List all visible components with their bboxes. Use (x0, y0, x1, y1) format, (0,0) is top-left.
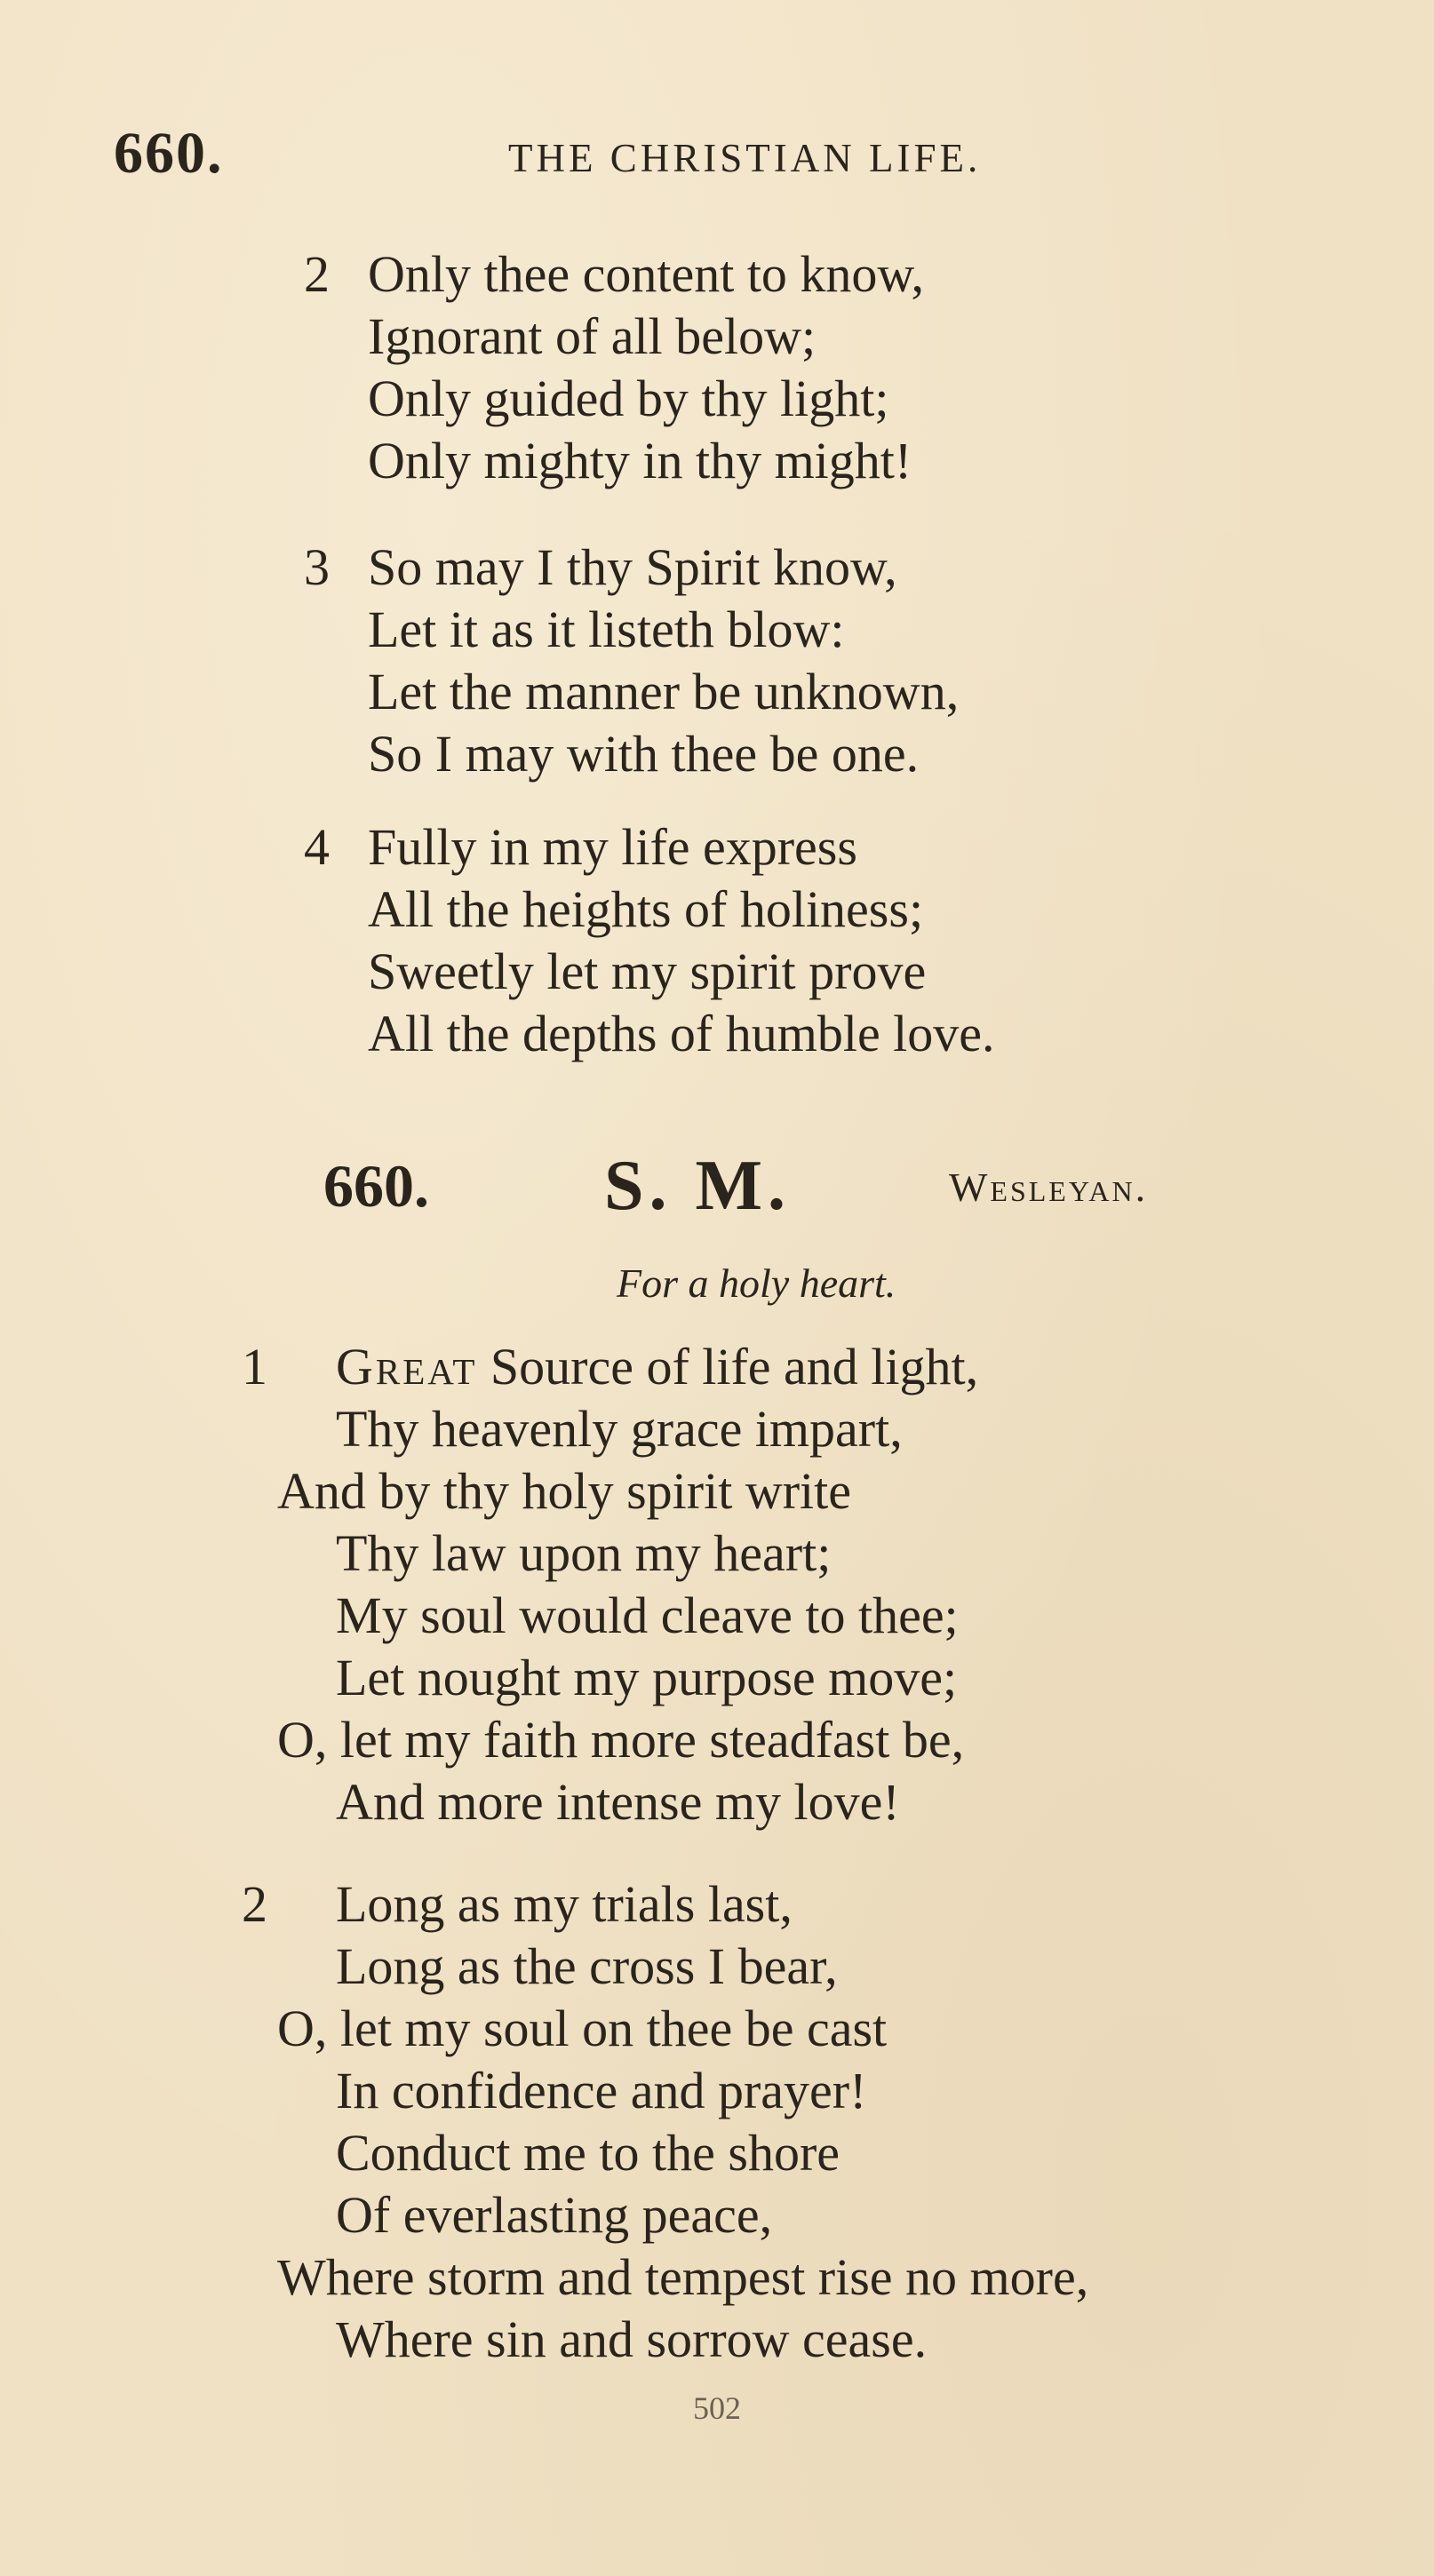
page-number: 502 (693, 2390, 741, 2426)
hymn-number: 660. (323, 1152, 429, 1220)
verse-line-first (336, 1338, 979, 1395)
verse-line: Thy law upon my heart; (336, 1524, 832, 1582)
verse-line: Let it as it listeth blow: (368, 600, 845, 658)
verse-line: Thy heavenly grace impart, (336, 1400, 903, 1458)
verse-line: In confidence and prayer! (336, 2062, 867, 2119)
verse-line: Let the manner be unknown, (368, 663, 960, 720)
verse-line: So may I thy Spirit know, (368, 538, 897, 596)
verse-line: And more intense my love! (336, 1773, 900, 1831)
first-line-rest: Source of life and light, (477, 1338, 979, 1395)
verse-line: Long as the cross I bear, (336, 1937, 838, 1995)
hymn-tune: Wesleyan. (949, 1165, 1149, 1210)
verse-line: Let nought my purpose move; (336, 1649, 958, 1706)
stanza-number: 2 (242, 1875, 267, 1933)
verse-line: Only thee content to know, (368, 245, 925, 303)
verse-line: Conduct me to the shore (336, 2124, 840, 2182)
verse-line: Ignorant of all below; (368, 307, 817, 365)
verse-line: All the depths of humble love. (368, 1005, 995, 1062)
running-head-title: THE CHRISTIAN LIFE. (508, 136, 982, 180)
verse-line: Only mighty in thy might! (368, 432, 912, 489)
stanza-number: 4 (304, 818, 330, 876)
stanza-number: 3 (304, 538, 330, 596)
verse-line: And by thy holy spirit write (277, 1462, 852, 1520)
verse-line: Of everlasting peace, (336, 2186, 773, 2244)
verse-line: Where sin and sorrow cease. (336, 2310, 928, 2368)
verse-line: Where storm and tempest rise no more, (277, 2248, 1089, 2306)
verse-line: Sweetly let my spirit prove (368, 942, 927, 1000)
verse-line: Long as my trials last, (336, 1875, 793, 1933)
verse-line: All the heights of holiness; (368, 880, 924, 938)
verse-line: O, let my soul on thee be cast (277, 2000, 888, 2057)
verse-line: Fully in my life express (368, 818, 857, 876)
stanza-number: 2 (304, 245, 330, 303)
first-word: Great (336, 1338, 478, 1395)
verse-line: Only guided by thy light; (368, 370, 889, 427)
running-head-hymn-number: 660. (114, 121, 224, 186)
verse-line: My soul would cleave to thee; (336, 1586, 959, 1644)
stanza-number: 1 (242, 1338, 267, 1395)
verse-line: O, let my faith more steadfast be, (277, 1711, 965, 1769)
hymn-meter: S. M. (604, 1147, 791, 1225)
verse-line: So I may with thee be one. (368, 725, 920, 783)
hymn-subtitle: For a holy heart. (617, 1260, 896, 1306)
